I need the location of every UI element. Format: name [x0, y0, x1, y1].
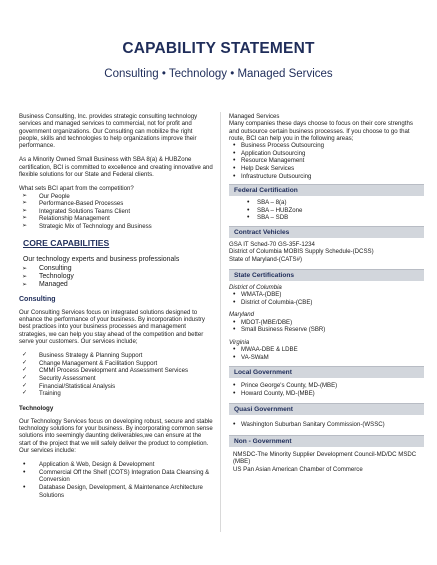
- list-item: ✓ Business Strategy & Planning Support: [19, 352, 213, 360]
- technology-heading: Technology: [19, 404, 54, 412]
- list-item: • Howard County, MD-(MBE): [229, 390, 424, 398]
- quasi-government-heading: Quasi Government: [229, 403, 424, 415]
- list-item: ➢ Strategic Mix of Technology and Business: [19, 223, 213, 231]
- dc-list: [229, 291, 424, 306]
- consulting-paragraph: Our Consulting Services focus on integrated solutions designed to enhance the performance of your business. By incorporation industry best practices into your business processes and management strategies, we can help you stay ahead of the competition and better serve your customers. Our services include;: [19, 308, 205, 345]
- list-item: • MWAA-DBE & LDBE: [229, 346, 424, 354]
- left-column: [19, 113, 213, 499]
- federal-certification-heading: Federal Certification: [229, 184, 424, 196]
- local-list: [229, 382, 424, 397]
- list-item: • Application Outsourcing: [229, 150, 424, 158]
- list-item: ✓ CMMI Process Development and Assessment Services: [19, 367, 213, 375]
- nongov-line: US Pan Asian American Chamber of Commerce: [233, 465, 363, 473]
- list-item: • Business Process Outsourcing: [229, 142, 424, 150]
- managed-paragraph: Many companies these days choose to focus on their core strengths and outsource certain business processes. If you choose to go that route, BCI can help you in the following areas;: [229, 120, 413, 142]
- list-item: ➢ Managed: [19, 281, 213, 289]
- list-item: ✓ Financial/Statistical Analysis: [19, 383, 213, 391]
- va-label: Virginia: [229, 338, 250, 346]
- page-title: CAPABILITY STATEMENT: [122, 40, 315, 57]
- list-item: ➢ Our People: [19, 193, 213, 201]
- list-item: ➢ Performance-Based Processes: [19, 200, 213, 208]
- list-item: • Infrastructure Outsourcing: [229, 173, 424, 181]
- consulting-list: [19, 352, 213, 398]
- list-item: • Washington Suburban Sanitary Commission-(WSSC): [229, 421, 424, 429]
- contract-line: GSA IT Sched-70 GS-35F-1234: [229, 240, 315, 248]
- list-item: • Resource Management: [229, 157, 424, 165]
- local-government-heading: Local Government: [229, 366, 424, 378]
- contract-line: District of Columbia MOBIS Supply Schedule-(DCSS): [229, 248, 374, 256]
- quasi-list: [229, 421, 424, 429]
- page-subtitle: Consulting • Technology • Managed Services: [104, 68, 333, 80]
- list-item: • Database Design, Development, & Maintenance Architecture Solutions: [19, 484, 213, 499]
- certification-paragraph: As a Minority Owned Small Business with SBA 8(a) & HUBZone certification, BCI is committed to excellence and creating innovative and flexible solutions for our State and Federal clients.: [19, 156, 213, 179]
- md-list: [229, 319, 424, 334]
- list-item: • VA-SWaM: [229, 354, 424, 362]
- contract-line: State of Maryland-(CATS#): [229, 255, 303, 263]
- state-certifications-heading: State Certifications: [229, 269, 424, 281]
- list-item: • Application & Web, Design & Development: [19, 461, 213, 469]
- consulting-heading: Consulting: [19, 295, 56, 303]
- list-item: • WMATA-(DBE): [229, 291, 424, 299]
- technology-paragraph: Our Technology Services focus on developing robust, secure and stable technology solutions for your business. By incorporating common sense solutions into seemingly daunting deliverables,we can ensure at the start of the project that we will safely deliver the product to completion. Our services include:: [19, 417, 213, 454]
- list-item: • Prince George's County, MD-(MBE): [229, 382, 424, 390]
- managed-list: [229, 142, 424, 180]
- nongov-line: NMSDC-The Minority Supplier Development Council-MD/DC MSDC (MBE): [233, 451, 417, 466]
- apart-list: [19, 193, 213, 231]
- managed-heading: Managed Services: [229, 113, 280, 120]
- md-label: Maryland: [229, 311, 255, 319]
- list-item: ➢ Consulting: [19, 265, 213, 273]
- list-item: ➢ Relationship Management: [19, 215, 213, 223]
- right-column: [229, 113, 424, 473]
- list-item: ➢ Integrated Solutions Teams Client: [19, 208, 213, 216]
- list-item: • SBA – SDB: [229, 214, 424, 222]
- list-item: ✓ Security Assessment: [19, 375, 213, 383]
- core-capabilities-heading: CORE CAPABILITIES: [23, 237, 110, 248]
- federal-list: [229, 199, 424, 222]
- list-item: ➢ Technology: [19, 273, 213, 281]
- core-list: [19, 265, 213, 289]
- non-government-heading: Non - Government: [229, 435, 424, 447]
- list-item: ✓ Training: [19, 390, 213, 398]
- apart-question: What sets BCI apart from the competition?: [19, 185, 134, 193]
- list-item: • District of Columbia-(CBE): [229, 299, 424, 307]
- list-item: • Commercial Off the Shelf (COTS) Integration Data Cleansing & Conversion: [19, 469, 213, 484]
- list-item: • Small Business Reserve (SBR): [229, 326, 424, 334]
- list-item: ✓ Change Management & Facilitation Support: [19, 360, 213, 368]
- list-item: • SBA – 8(a): [229, 199, 424, 207]
- dc-label: District of Columbia: [229, 283, 282, 291]
- technology-list: [19, 461, 213, 499]
- column-divider: [220, 112, 221, 532]
- intro-paragraph: Business Consulting, Inc. provides strategic consulting technology services and managed services to commercial, not for profit and government organizations. Our Consulting can mobilize the right people, skills and technologies to help organizations improve their performance.: [19, 113, 198, 150]
- list-item: • MDOT-(MBE/DBE): [229, 319, 424, 327]
- contract-vehicles-heading: Contract Vehicles: [229, 226, 424, 238]
- list-item: • Help Desk Services: [229, 165, 424, 173]
- core-intro: Our technology experts and business professionals: [23, 255, 180, 263]
- list-item: • SBA – HUBZone: [229, 207, 424, 215]
- va-list: [229, 346, 424, 361]
